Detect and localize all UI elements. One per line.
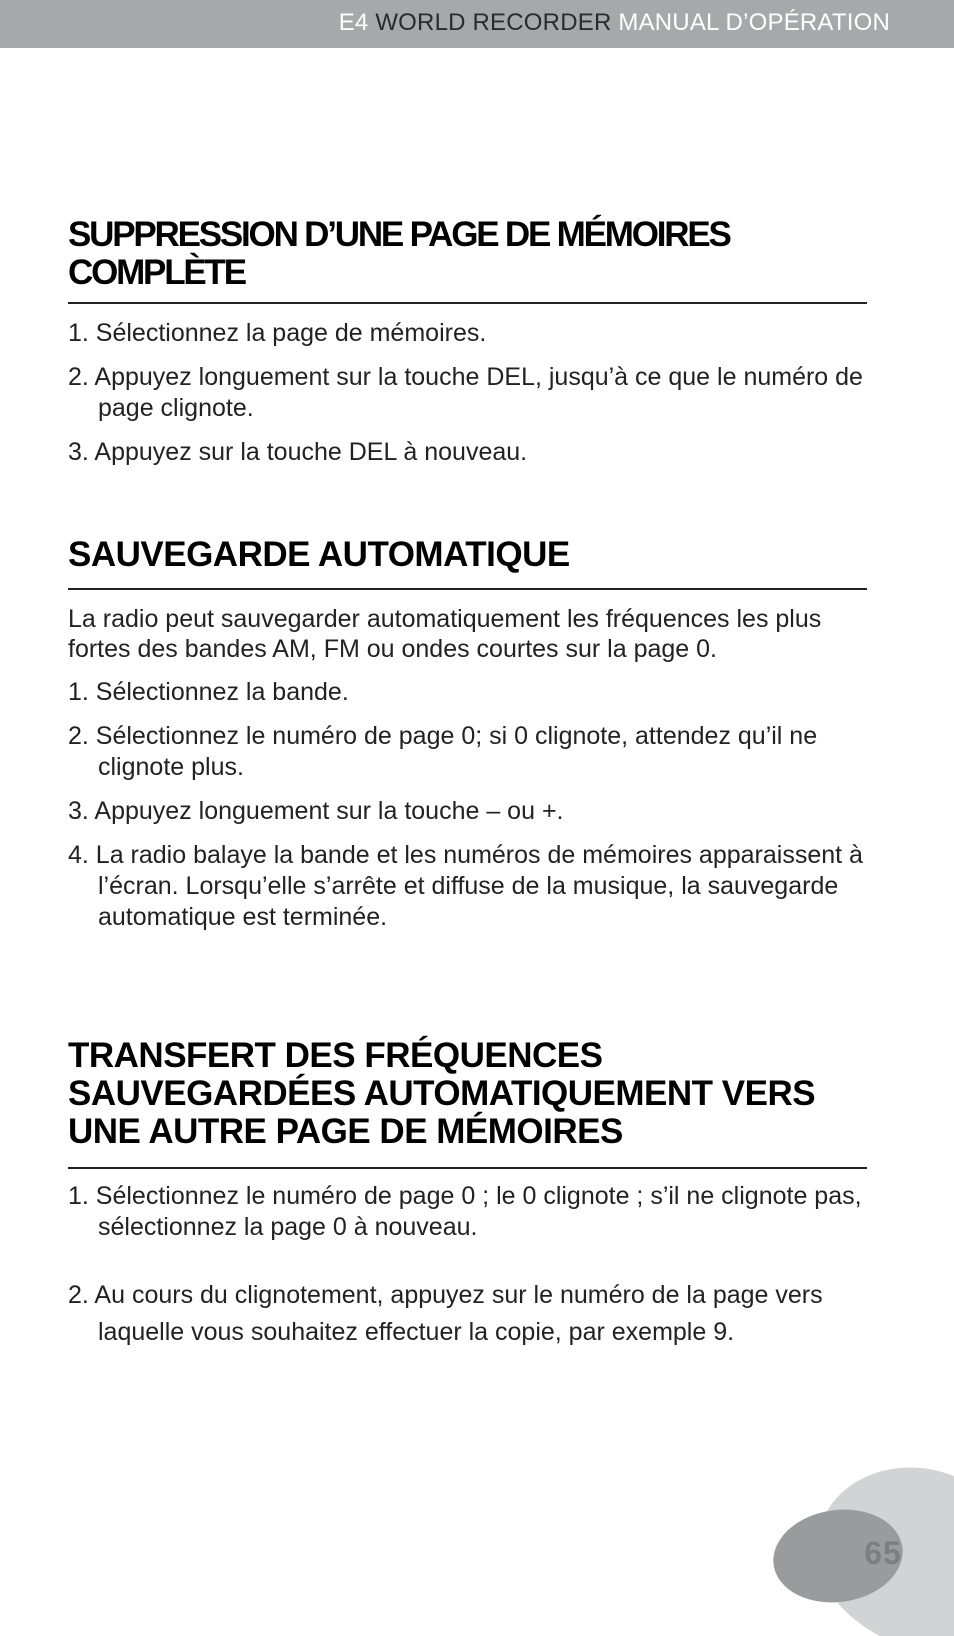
step-item: 3. Appuyez sur la touche DEL à nouveau. <box>68 438 528 466</box>
step-item: 2. Appuyez longuement sur la touche DEL, jusqu’à ce que le numéro de page clignote. <box>68 363 863 422</box>
header-model: E4 <box>338 9 369 36</box>
step-item: 3. Appuyez longuement sur la touche – ou +. <box>68 797 564 825</box>
step-item: 1. Sélectionnez le numéro de page 0 ; le 0 clignote ; s’il ne clignote pas, sélectionnez la page 0 à nouveau. <box>68 1182 862 1241</box>
header-product: WORLD RECORDER <box>375 9 612 36</box>
section-heading: SAUVEGARDE AUTOMATIQUE <box>68 535 570 574</box>
section-heading: TRANSFERT DES FRÉQUENCES SAUVEGARDÉES AUTOMATIQUEMENT VERS UNE AUTRE PAGE DE MÉMOIRES <box>68 1036 816 1151</box>
header-manual: MANUAL D’OPÉRATION <box>618 9 890 36</box>
step-item: 1. Sélectionnez la bande. <box>68 678 349 706</box>
step-item: 4. La radio balaye la bande et les numéros de mémoires apparaissent à l’écran. Lorsqu’elle s’arrête et diffuse de la musique, la sauvegarde automatique est terminée. <box>68 841 863 931</box>
step-item: 1. Sélectionnez la page de mémoires. <box>68 319 487 347</box>
section-intro: La radio peut sauvegarder automatiquement les fréquences les plus fortes des bandes AM, FM ou ondes courtes sur la page 0. <box>68 605 822 663</box>
step-item: 2. Au cours du clignotement, appuyez sur le numéro de la page vers laquelle vous souhaitez effectuer la copie, par exemple 9. <box>68 1281 823 1346</box>
page-number: 65 <box>864 1535 902 1571</box>
step-item: 2. Sélectionnez le numéro de page 0; si 0 clignote, attendez qu’il ne clignote plus. <box>68 722 818 781</box>
section-heading: SUPPRESSION D’UNE PAGE DE MÉMOIRES COMPLÈTE <box>68 215 730 292</box>
